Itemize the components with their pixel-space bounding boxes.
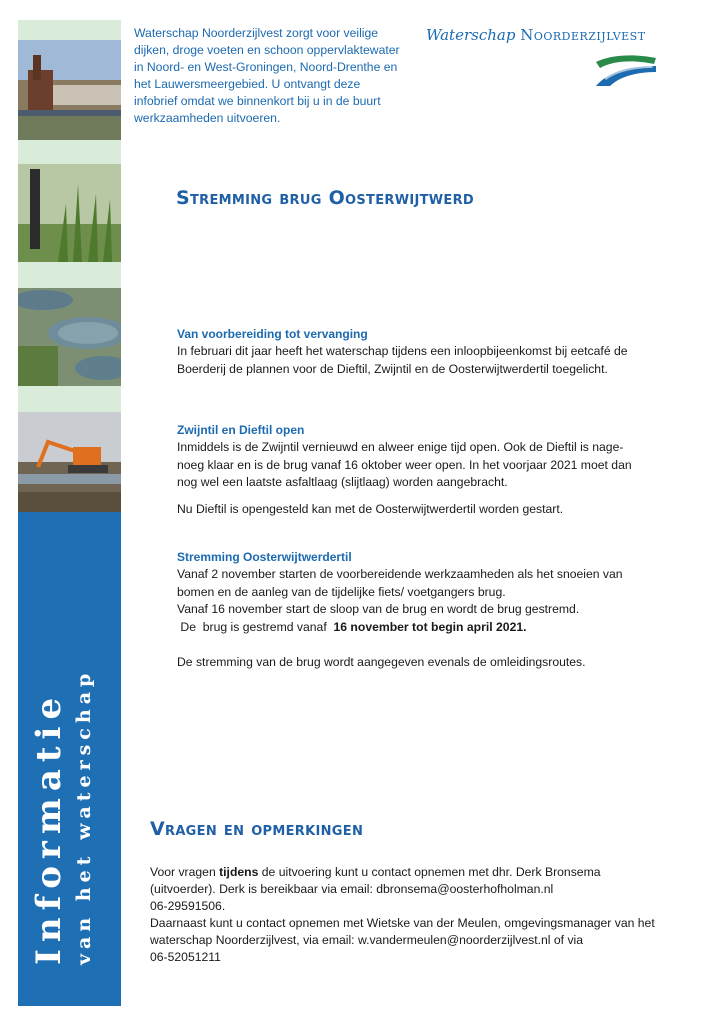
closure-line: De brug is gestremd vanaf 16 november tot begin april 2021. <box>177 619 527 634</box>
paragraph-line: Inmiddels is de Zwijntil vernieuwd en alweer enige tijd open. Ook de Dieftil is nage- <box>177 440 624 454</box>
intro-text: Waterschap Noorderzijlvest zorgt voor veilige dijken, droge voeten en schoon oppervlaktewater in Noord- en West-Groningen, Noord-Drenthe en het Lauwersmeergebied. U ontvangt deze infobrief omdat we binnenkort bij u in de buurt werkzaamheden uitvoeren. <box>134 26 400 125</box>
paragraph-line: De stremming van de brug wordt aangegeven evenals de omleidingsroutes. <box>177 655 586 669</box>
phone-bronsema: 06-29591506. <box>150 899 226 913</box>
page-title: Stremming brug Oosterwijtwerd <box>176 187 475 209</box>
paragraph-line: Boerderij de plannen voor de Dieftil, Zwijntil en de Oosterwijtwerdertil toegelicht. <box>177 361 608 376</box>
photo-water-gauge <box>18 164 121 262</box>
section-title: Zwijntil en Dieftil open <box>177 423 305 437</box>
paragraph-line: nog wel een laatste asfaltlaag (slijtlaag) worden aangebracht. <box>177 475 508 489</box>
questions-title: Vragen en opmerkingen <box>150 818 364 840</box>
paragraph-line: bomen en de aanleg van de tijdelijke fiets/ voetgangers brug. <box>177 584 506 599</box>
logo-wordmark <box>426 26 646 44</box>
sidebar-band <box>18 140 121 164</box>
paragraph-line: Nu Dieftil is opengesteld kan met de Oosterwijtwerdertil worden gestart. <box>177 501 564 516</box>
section-zwijntil-dieftil <box>177 422 687 518</box>
contact-line: Daarnaast kunt u contact opnemen met Wietske van der Meulen, omgevingsmanager van het <box>150 916 655 930</box>
section-stremming <box>177 549 687 672</box>
paragraph-line: Vanaf 2 november starten de voorbereidende werkzaamheden als het snoeien van <box>177 567 623 581</box>
section-title: Stremming Oosterwijtwerdertil <box>177 550 352 564</box>
sidebar-band <box>18 262 121 288</box>
photo-pumping-station <box>18 40 121 140</box>
sidebar-band <box>18 20 121 40</box>
paragraph-line: Vanaf 16 november start de sloop van de brug en wordt de brug gestremd. <box>177 602 580 616</box>
sidebar-band <box>18 386 121 412</box>
section-title: Van voorbereiding tot vervanging <box>177 327 368 341</box>
photo-excavator <box>18 412 121 512</box>
photo-treatment-plant <box>18 288 121 386</box>
logo-word-noorderzijlvest: Noorderzijlvest <box>520 26 646 44</box>
sidebar-subtitle: van het waterschap <box>73 668 95 965</box>
section-voorbereiding <box>177 326 687 378</box>
closure-period: 16 november tot begin april 2021. <box>333 619 527 634</box>
sidebar <box>18 20 121 1006</box>
contact-info: Voor vragen tijdens de uitvoering kunt u contact opnemen met dhr. Derk Bronsema (uitvoerder). Derk is bereikbaar via email: dbronsema@oosterhofholman.nl 06-29591506. Daarnaast kunt u contact opnemen met Wietske van der Meulen, omgevingsmanager van het waterschap Noorderzijlvest, via email: w.vandermeulen@noorderzijlvest.nl of via 06-52051211 <box>150 864 695 966</box>
sidebar-title: Informatie <box>29 690 69 965</box>
contact-bronsema: (uitvoerder). Derk is bereikbaar via email: dbronsema@oosterhofholman.nl <box>150 882 554 896</box>
paragraph-line: noeg klaar en is de brug vanaf 16 oktober weer open. In het voorjaar 2021 moet dan <box>177 457 632 472</box>
phone-vandermeulen: 06-52051211 <box>150 950 221 964</box>
waterschap-logo-mark-icon <box>592 52 660 88</box>
logo-word-waterschap: Waterschap <box>426 26 516 44</box>
paragraph-line: In februari dit jaar heeft het waterschap tijdens een inloopbijeenkomst bij eetcafé de <box>177 344 628 358</box>
contact-vandermeulen: waterschap Noorderzijlvest, via email: w.vandermeulen@noorderzijlvest.nl of via <box>150 933 584 947</box>
